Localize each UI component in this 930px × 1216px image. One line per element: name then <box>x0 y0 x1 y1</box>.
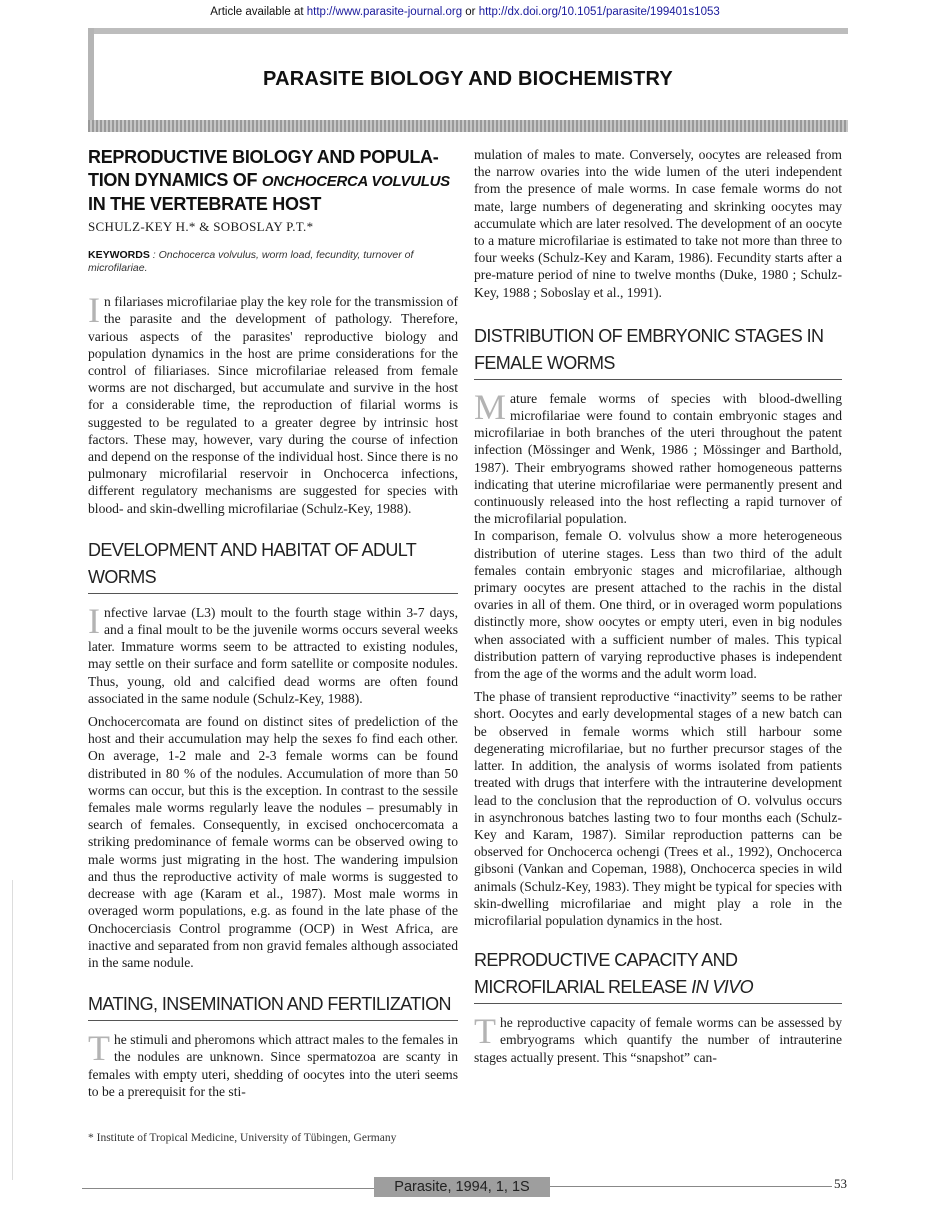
banner-top-rule <box>88 28 848 34</box>
distribution-paragraph-1 <box>474 386 842 528</box>
right-column <box>474 146 842 1066</box>
authors: SCHULZ-KEY H.* & SOBOSLAY P.T.* <box>88 219 314 234</box>
distribution-dropcap: M <box>474 386 507 427</box>
title-species: ONCHOCERCA VOLVULUS <box>261 173 450 190</box>
title-line-2a: TION DYNAMICS OF <box>88 170 262 190</box>
reproductive-heading-text: REPRODUCTIVE CAPACITY AND MICROFILARIAL RELEASE <box>474 950 738 998</box>
section-heading-distribution: DISTRIBUTION OF EMBRYONIC STAGES IN FEMALE WORMS <box>474 323 842 380</box>
availability-prefix: Article available at <box>210 6 307 18</box>
reproductive-text-1: he reproductive capacity of female worms can be assessed by embryograms which quantify the number of intrauterine stages actually present. This “snapshot” can- <box>474 1015 842 1065</box>
intro-paragraph <box>88 290 458 517</box>
reproductive-heading-italic: IN VIVO <box>691 977 754 998</box>
article-title <box>88 146 458 216</box>
title-line-2 <box>88 169 458 193</box>
development-text-1: nfective larvae (L3) moult to the fourth stage within 3-7 days, and a final moult to be the juvenile worms occurs several weeks later. Immature worms seem to be attracted to existing nodules, may settle on their surface and form satellite or composite nodules. Thus, young, old and calcified dead worms are often found associated in the same nodule (Schulz-Key, 1988). <box>88 604 458 706</box>
mating-dropcap: T <box>88 1028 110 1069</box>
doi-link[interactable]: http://dx.doi.org/10.1051/parasite/199401s1053 <box>478 6 720 18</box>
title-line-1: REPRODUCTIVE BIOLOGY AND POPULA- <box>88 147 439 167</box>
distribution-text-1: ature female worms of species with blood-dwelling microfilariae were found to contain embryonic stages and microfilariae in both branches of the uteri throughout the patent infection (Mössinger and Wenk, 1986 ; Mössinger and Barthold, 1987). Their embryograms showed rather homogeneous patterns indicating that uterine microfilariae were permanently present and continuously released into the host reflecting a rapid turnover of the microfilarial population. <box>474 390 842 527</box>
development-dropcap: I <box>88 600 100 641</box>
left-column <box>88 146 458 1100</box>
journal-citation: Parasite, 1994, 1, 1S <box>374 1177 550 1197</box>
keywords-text: : Onchocerca volvulus, worm load, fecundity, turnover of microfilariae. <box>88 249 414 275</box>
distribution-paragraph-2: In comparison, female O. volvulus show a more heterogeneous distribution of uterine stages. Less than two third of the adult females contain embryonic stages and microfilariae, although primary oocytes are present attached to the rachis in the distal ovaries in all of them. One third, or in overaged worm populations distinctly more, show oocytes or empty uteri, even in big nodules when associated with a sufficient number of males. This typical distribution pattern of varying reproductive phases is independent from the age of the worms and the adult worm load. <box>474 528 842 682</box>
banner-title: PARASITE BIOLOGY AND BIOCHEMISTRY <box>263 68 673 90</box>
reproductive-paragraph-1 <box>474 1011 842 1066</box>
section-heading-mating: MATING, INSEMINATION AND FERTILIZATION <box>88 991 458 1021</box>
keywords <box>88 249 458 275</box>
article-availability-line <box>0 6 930 18</box>
distribution-paragraph-3: The phase of transient reproductive “inactivity” seems to be rather short. Oocytes and early developmental stages of a new batch can be observed in female worms which still harbour some degenerating microfilariae, but no further precursor stages of the latter. In addition, the analysis of worms isolated from patients treated with drugs that interfere with the intrauterine development lead to the conclusion that the reproduction of O. volvulus occurs in asynchronous batches lasting two to four months each (Schulz-Key and Karam, 1987). Similar reproduction patterns can be observed for Onchocerca ochengi (Trees et al., 1992), Onchocerca gibsoni (Vankan and Copeman, 1988), Onchocerca species in wild animals (Schulz-Key, 1983). They might be typical for species with skin-dwelling microfilariae and might play a role in the microfilarial population dynamics in the host. <box>474 689 842 928</box>
mating-paragraph-right: mulation of males to mate. Conversely, oocytes are released from the narrow ovaries into the wide lumen of the uteri independent from the presence of male worms. In case female worms do not mate, large numbers of degenerating and skrinking oocytes may accumulate which are later resolved. The development of an oocyte to a mature microfilariae is estimated to take not more than three to four weeks (Schulz-Key and Karam, 1986). Fecundity starts after a pre-mature period of nine to twelve months (Duke, 1980 ; Schulz-Key, 1988 ; Soboslay et al., 1991). <box>474 147 842 300</box>
mating-paragraph-left <box>88 1028 458 1100</box>
footer-rule-left <box>82 1188 374 1189</box>
development-paragraph-1 <box>88 600 458 707</box>
section-banner <box>88 28 848 132</box>
page-number: 53 <box>834 1176 847 1191</box>
section-heading-development: DEVELOPMENT AND HABITAT OF ADULT WORMS <box>88 537 458 594</box>
affiliation-footnote: * Institute of Tropical Medicine, University of Tübingen, Germany <box>88 1132 397 1144</box>
footer-rule-right <box>550 1186 832 1187</box>
development-paragraph-2: Onchocercomata are found on distinct sites of predeliction of the host and their accumulation may help the sexes fo find each other. On average, 1-2 male and 2-3 female worms can be found distributed in 80 % of the nodules. Accumulation of more than 50 worms can occur, but this is the exception. In contrast to the sessile females male worms regularly leave the nodules – presumably in search of females. Consequently, in excised onchocercomata a striking predominance of female worms can be observed owing to male worms just migrating in the host. The wandering impulsion and thus the reproductive activity of male worms is suggested to decrease with age (Karam et al., 1987). Most male worms in overaged worm populations, e.g. as found in the late phase of the Onchocerciasis Control programme (OCP) in West Africa, are inactive and separated from non gravid females although associated in the same nodule. <box>88 714 458 970</box>
keywords-label: KEYWORDS <box>88 249 150 262</box>
intro-dropcap: I <box>88 290 100 331</box>
journal-link[interactable]: http://www.parasite-journal.org <box>306 6 463 18</box>
section-heading-reproductive-capacity <box>474 947 842 1004</box>
mating-text-left: he stimuli and pheromons which attract males to the females in the nodules are unknown. Since spermatozoa are scanty in females with empty uteri, shedding of oocytes into the uteri seems to be a prerequisit for the sti- <box>88 1032 458 1099</box>
banner-bottom-rule <box>88 120 848 132</box>
title-line-3: IN THE VERTEBRATE HOST <box>88 194 322 214</box>
margin-line <box>12 880 13 1180</box>
availability-or: or <box>462 6 479 18</box>
intro-text: n filariases microfilariae play the key role for the transmission of the parasite and the development of pathology. Therefore, various aspects of the parasites' reproductive biology and population dynamics in the host are prime considerations for the control of filiariases. Since microfilariae released from female worms are not discharged, but accumulate and survive in the host for a considerable time, the reproduction of filarial worms is suggested to be regulated to a greater degree by intrinsic host factors. These may, however, vary during the course of infection and depend on the response of the individual host. Since there is no pulmonary microfilarial reservoir in Onchocerca infections, different regulatory mechanisms are suggested for species with blood- and skin-dwelling microfilariae (Schulz-Key, 1988). <box>88 294 458 516</box>
reproductive-dropcap: T <box>474 1011 496 1052</box>
